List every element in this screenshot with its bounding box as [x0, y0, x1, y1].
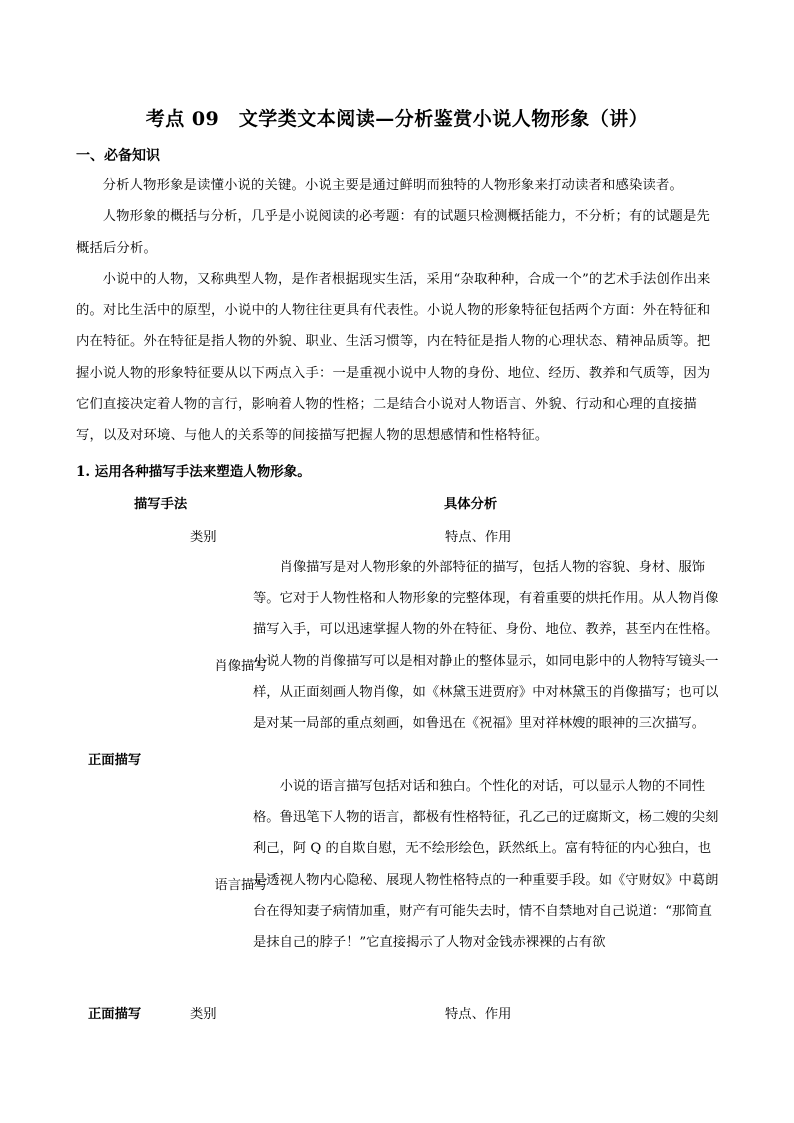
table-subheader-category: 类别 [190, 530, 217, 545]
table-row-text: 肖像描写是对人物形象的外部特征的描写，包括人物的容貌、身材、服饰等。它对于人物性格和人物形象的完整体现，有着重要的烘托作用。从人物肖像描写入手，可以迅速掌握人物的外在特征、身份、地位、教养，甚至内在性格。小说人物的肖像描写可以是相对静止的整体显示，如同电影中的人物特写镜头一样，从正面刻画人物肖像，如《林黛玉进贾府》中对林黛玉的肖像描写；也可以是对某一局部的重点刻画，如鲁迅在《祝福》里对祥林嫂的眼神的三次描写。 [253, 560, 719, 732]
section-body [76, 170, 716, 452]
table-header-method: 描写手法 [134, 497, 188, 512]
table-footer-group: 正面描写 [88, 1007, 142, 1022]
paragraph: 小说中的人物，又称典型人物，是作者根据现实生活，采用“杂取种种，合成一个”的艺术手法创作出来的。对比生活中的原型，小说中的人物往往更具有代表性。小说人物的形象特征包括两个方面：外在特征和内在特征。外在特征是指人物的外貌、职业、生活习惯等，内在特征是指人物的心理状态、精神品质等。把握小说人物的形象特征要从以下两点入手：一是重视小说中人物的身份、地位、经历、教养和气质等，因为它们直接决定着人物的言行，影响着人物的性格；二是结合小说对人物语言、外貌、行动和心理的直接描写，以及对环境、与他人的关系等的间接描写把握人物的思想感情和性格特征。 [76, 271, 711, 444]
table-footer-category: 类别 [190, 1007, 217, 1022]
paragraph: 分析人物形象是读懂小说的关键。小说主要是通过鲜明而独特的人物形象来打动读者和感染读者。 [102, 178, 683, 193]
table-group-label: 正面描写 [88, 753, 142, 768]
table-header-analysis: 具体分析 [444, 497, 498, 512]
section-heading: 一、必备知识 [76, 148, 160, 164]
page-title: 考点 09 文学类文本阅读—分析鉴赏小说人物形象（讲） [145, 108, 649, 130]
paragraph: 人物形象的概括与分析，几乎是小说阅读的必考题：有的试题只检测概括能力，不分析；有的试题是先概括后分析。 [76, 209, 710, 256]
subsection-heading: 1. 运用各种描写手法来塑造人物形象。 [76, 464, 311, 480]
table-row-text: 小说的语言描写包括对话和独白。个性化的对话，可以显示人物的不同性格。鲁迅笔下人物的语言，都极有性格特征，孔乙己的迂腐斯文，杨二嫂的尖刻利己，阿 Q 的自欺自慰，无不绘形绘色，跃然纸上。富有特征的内心独白，也是透视人物内心隐秘、展现人物性格特点的一种重要手段。如《守财奴》中葛朗台在得知妻子病情加重，财产有可能失去时，情不自禁地对自己说道：“那简直是抹自己的脖子！”它直接揭示了人物对金钱赤裸裸的占有欲 [253, 779, 719, 951]
table-row-category: 肖像描写 [214, 659, 268, 674]
table-subheader-feature: 特点、作用 [445, 530, 512, 545]
table-row-category: 语言描写 [214, 878, 268, 893]
table-footer-feature: 特点、作用 [445, 1007, 512, 1022]
